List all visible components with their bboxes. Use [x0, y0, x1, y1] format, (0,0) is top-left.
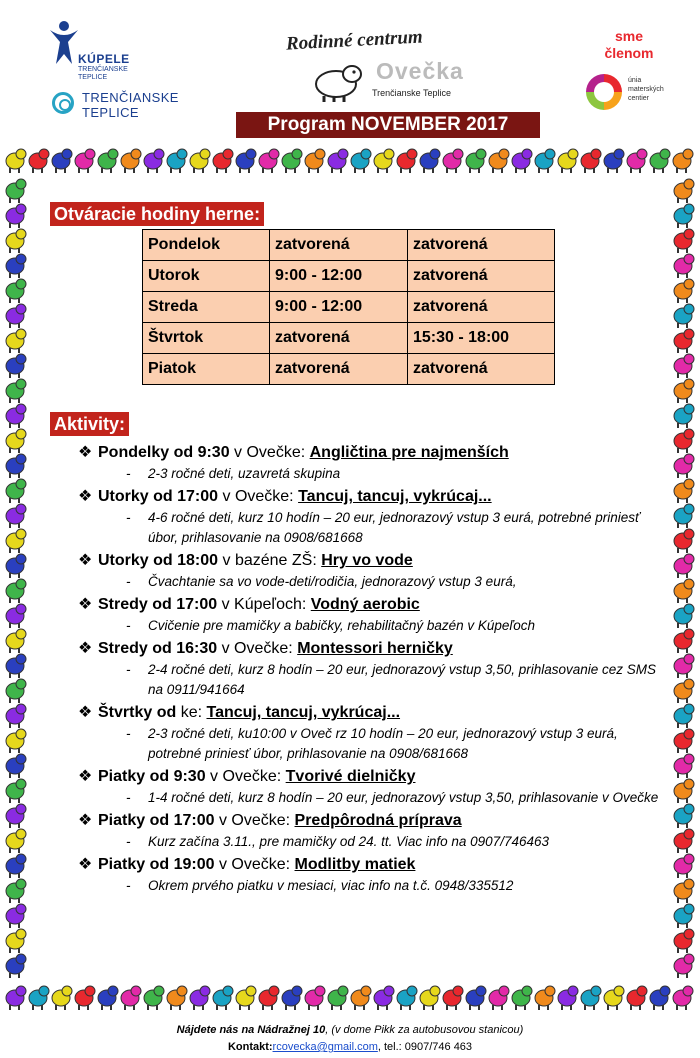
- sheep-figure-icon: [236, 149, 256, 173]
- hours-afternoon: 15:30 - 18:00: [408, 323, 555, 354]
- activity-name: Vodný aerobic: [310, 596, 420, 613]
- center-city: Trenčianske Teplice: [372, 88, 452, 98]
- activity-detail: [78, 724, 668, 764]
- sheep-figure-icon: [6, 504, 26, 528]
- activity-detail-text: 4-6 ročné deti, kurz 10 hodín – 20 eur, jednorazový vstup 3 eurá, potrebné priniesť úbor, prihlasovanie na 0908/681668: [148, 510, 640, 545]
- hours-row: [143, 354, 555, 385]
- sheep-figure-icon: [6, 804, 26, 828]
- sheep-figure-icon: [98, 986, 118, 1010]
- activity-item: [78, 550, 668, 572]
- sheep-figure-icon: [674, 679, 694, 703]
- sheep-figure-icon: [6, 986, 26, 1010]
- sheep-figure-icon: [674, 704, 694, 728]
- activity-item: [78, 442, 668, 464]
- sheep-figure-icon: [259, 986, 279, 1010]
- sheep-figure-icon: [443, 149, 463, 173]
- sheep-figure-icon: [52, 986, 72, 1010]
- activity-detail: [78, 616, 668, 636]
- hours-afternoon: zatvorená: [408, 292, 555, 323]
- sheep-figure-icon: [674, 304, 694, 328]
- sheep-figure-icon: [6, 229, 26, 253]
- sheep-figure-icon: [650, 149, 670, 173]
- sheep-figure-icon: [674, 579, 694, 603]
- sheep-figure-icon: [259, 149, 279, 173]
- sheep-figure-icon: [674, 354, 694, 378]
- sheep-figure-icon: [443, 986, 463, 1010]
- sheep-figure-icon: [489, 149, 509, 173]
- footer: [0, 1022, 700, 1056]
- activity-detail-text: 2-3 ročné deti, uzavretá skupina: [148, 466, 341, 481]
- sheep-figure-icon: [489, 986, 509, 1010]
- hours-title: Otváracie hodiny herne:: [50, 202, 264, 226]
- hours-morning: zatvorená: [270, 230, 408, 261]
- footer-address: [0, 1022, 700, 1039]
- sheep-figure-icon: [6, 679, 26, 703]
- sheep-figure-icon: [213, 149, 233, 173]
- sheep-figure-icon: [674, 279, 694, 303]
- activity-detail: [78, 832, 668, 852]
- sheep-figure-icon: [6, 379, 26, 403]
- hours-morning: 9:00 - 12:00: [270, 261, 408, 292]
- activity-detail-text: 2-4 ročné deti, kurz 8 hodín – 20 eur, jednorazový vstup 3,50, prihlasovanie cez SMS na 0911/941664: [148, 662, 657, 697]
- tt-logo-text: TRENČIANSKE TEPLICE: [82, 90, 179, 120]
- hours-morning: 9:00 - 12:00: [270, 292, 408, 323]
- email-link[interactable]: rcovecka@gmail.com: [272, 1041, 378, 1053]
- sheep-figure-icon: [6, 604, 26, 628]
- hours-afternoon: zatvorená: [408, 354, 555, 385]
- sheep-figure-icon: [581, 149, 601, 173]
- sheep-figure-icon: [328, 986, 348, 1010]
- sheep-figure-icon: [673, 986, 693, 1010]
- activity-detail-text: 2-3 ročné deti, ku10:00 v Oveč rz 10 hodín – 20 eur, jednorazový vstup 3 eurá, potrebné priniesť úbor, prihlasovanie na 0908/681668: [148, 726, 618, 761]
- activity-time: Utorky od 18:00: [98, 552, 219, 569]
- sheep-figure-icon: [674, 729, 694, 753]
- sheep-figure-icon: [6, 329, 26, 353]
- sheep-figure-icon: [6, 554, 26, 578]
- sheep-figure-icon: [144, 986, 164, 1010]
- bullet-icon: ❖: [78, 856, 93, 873]
- sheep-figure-icon: [674, 179, 694, 203]
- hours-day: Utorok: [143, 261, 270, 292]
- activity-time: Piatky od 9:30: [98, 768, 206, 785]
- phone-text: , tel.: 0907/746 463: [377, 1041, 473, 1053]
- sheep-figure-icon: [674, 454, 694, 478]
- sheep-figure-icon: [282, 986, 302, 1010]
- sheep-figure-icon: [674, 479, 694, 503]
- dash-icon: -: [126, 790, 131, 805]
- sheep-figure-icon: [674, 229, 694, 253]
- sheep-figure-icon: [420, 149, 440, 173]
- sheep-figure-icon: [604, 149, 624, 173]
- activity-place: v Ovečke:: [217, 640, 298, 657]
- hours-day: Štvrtok: [143, 323, 270, 354]
- contact-label: Kontakt:: [227, 1041, 273, 1053]
- activity-name: Tancuj, tancuj, vykrúcaj...: [206, 704, 401, 721]
- sheep-figure-icon: [121, 149, 141, 173]
- hours-row: [143, 323, 555, 354]
- activity-item: [78, 638, 668, 660]
- sheep-figure-icon: [351, 986, 371, 1010]
- activity-name: Tancuj, tancuj, vykrúcaj...: [298, 488, 492, 505]
- sheep-figure-icon: [674, 879, 694, 903]
- sheep-figure-icon: [75, 149, 95, 173]
- sheep-figure-icon: [604, 986, 624, 1010]
- activity-place: v Ovečke:: [214, 812, 295, 829]
- bullet-icon: ❖: [78, 552, 93, 569]
- sheep-figure-icon: [29, 986, 49, 1010]
- sheep-figure-icon: [512, 986, 532, 1010]
- sheep-figure-icon: [282, 149, 302, 173]
- activity-item: [78, 810, 668, 832]
- sheep-figure-icon: [535, 149, 555, 173]
- sheep-figure-icon: [328, 149, 348, 173]
- activity-item: [78, 594, 668, 616]
- bullet-icon: ❖: [78, 768, 93, 785]
- sheep-figure-icon: [6, 254, 26, 278]
- activity-detail: [78, 788, 668, 808]
- bullet-icon: ❖: [78, 812, 93, 829]
- sheep-figure-icon: [6, 654, 26, 678]
- sheep-figure-icon: [674, 654, 694, 678]
- sheep-figure-icon: [167, 986, 187, 1010]
- sheep-figure-icon: [674, 754, 694, 778]
- bullet-icon: ❖: [78, 488, 93, 505]
- sheep-figure-icon: [627, 149, 647, 173]
- hours-day: Streda: [143, 292, 270, 323]
- sheep-figure-icon: [673, 149, 693, 173]
- activity-item: [78, 766, 668, 788]
- sheep-figure-icon: [674, 779, 694, 803]
- sheep-figure-icon: [6, 779, 26, 803]
- activity-name: Predpôrodná príprava: [294, 812, 462, 829]
- dash-icon: -: [126, 878, 131, 893]
- sheep-figure-icon: [674, 404, 694, 428]
- sheep-figure-icon: [121, 986, 141, 1010]
- dash-icon: -: [126, 574, 131, 589]
- sheep-figure-icon: [351, 149, 371, 173]
- sheep-figure-icon: [305, 149, 325, 173]
- sheep-figure-icon: [535, 986, 555, 1010]
- bullet-icon: ❖: [78, 596, 93, 613]
- sheep-figure-icon: [466, 986, 486, 1010]
- sheep-figure-icon: [674, 254, 694, 278]
- sheep-figure-icon: [674, 804, 694, 828]
- sheep-figure-icon: [213, 986, 233, 1010]
- activity-detail: [78, 464, 668, 484]
- activity-time: Pondelky od 9:30: [98, 444, 230, 461]
- sheep-figure-icon: [6, 204, 26, 228]
- sheep-figure-icon: [52, 149, 72, 173]
- activity-detail-text: Čvachtanie sa vo vode-deti/rodičia, jednorazový vstup 3 eurá,: [148, 574, 517, 589]
- sheep-figure-icon: [6, 854, 26, 878]
- sheep-figure-icon: [674, 604, 694, 628]
- sheep-figure-icon: [190, 149, 210, 173]
- bullet-icon: ❖: [78, 444, 93, 461]
- sheep-figure-icon: [674, 429, 694, 453]
- dash-icon: -: [126, 510, 131, 525]
- sheep-figure-icon: [6, 404, 26, 428]
- activity-place: v Ovečke:: [205, 768, 286, 785]
- activity-time: Štvrtky od: [98, 704, 177, 721]
- sheep-figure-icon: [6, 279, 26, 303]
- sheep-figure-icon: [374, 149, 394, 173]
- sheep-figure-icon: [6, 879, 26, 903]
- sheep-figure-icon: [674, 929, 694, 953]
- activity-item: [78, 702, 668, 724]
- footer-address-note: , (v dome Pikk za autobusovou stanicou): [325, 1024, 524, 1036]
- sheep-figure-icon: [6, 829, 26, 853]
- activity-place: v Ovečke:: [218, 488, 299, 505]
- hours-row: [143, 230, 555, 261]
- activity-place: v Kúpeľoch:: [217, 596, 311, 613]
- dash-icon: -: [126, 618, 131, 633]
- hours-morning: zatvorená: [270, 323, 408, 354]
- dash-icon: -: [126, 726, 131, 741]
- footer-address-main: Nájdete nás na Nádražnej 10: [176, 1024, 326, 1036]
- hours-row: [143, 292, 555, 323]
- sheep-figure-icon: [29, 149, 49, 173]
- dash-icon: -: [126, 466, 131, 481]
- dash-icon: -: [126, 834, 131, 849]
- activity-name: Modlitby matiek: [294, 856, 416, 873]
- sheep-figure-icon: [6, 729, 26, 753]
- activity-place: ke:: [176, 704, 207, 721]
- sheep-figure-icon: [6, 304, 26, 328]
- sheep-figure-icon: [420, 986, 440, 1010]
- program-title: Program NOVEMBER 2017: [236, 112, 540, 138]
- activity-place: v Ovečke:: [229, 444, 310, 461]
- sheep-figure-icon: [98, 149, 118, 173]
- hours-afternoon: zatvorená: [408, 230, 555, 261]
- activity-item: [78, 486, 668, 508]
- sheep-figure-icon: [6, 149, 26, 173]
- sheep-figure-icon: [674, 829, 694, 853]
- activities-title: Aktivity:: [50, 412, 129, 436]
- sheep-figure-icon: [512, 149, 532, 173]
- sheep-figure-icon: [6, 929, 26, 953]
- sheep-figure-icon: [6, 529, 26, 553]
- sheep-figure-icon: [6, 179, 26, 203]
- sheep-figure-icon: [374, 986, 394, 1010]
- member-text: sme členom: [604, 28, 654, 61]
- sheep-figure-icon: [397, 149, 417, 173]
- center-name: Ovečka: [376, 58, 464, 84]
- hours-day: Piatok: [143, 354, 270, 385]
- sheep-figure-icon: [6, 579, 26, 603]
- sheep-figure-icon: [6, 454, 26, 478]
- sheep-figure-icon: [558, 986, 578, 1010]
- sheep-figure-icon: [650, 986, 670, 1010]
- sheep-figure-icon: [674, 904, 694, 928]
- activity-detail: [78, 660, 668, 700]
- activity-place: v Ovečke:: [214, 856, 295, 873]
- sheep-figure-icon: [144, 149, 164, 173]
- sheep-figure-icon: [674, 554, 694, 578]
- hours-table: [142, 229, 555, 385]
- sheep-figure-icon: [6, 629, 26, 653]
- sheep-figure-icon: [305, 986, 325, 1010]
- activity-name: Tvorivé dielničky: [285, 768, 416, 785]
- footer-contact: [0, 1039, 700, 1056]
- kupele-name: KÚPELE: [78, 52, 130, 66]
- sheep-figure-icon: [6, 904, 26, 928]
- sheep-figure-icon: [674, 504, 694, 528]
- activity-time: Utorky od 17:00: [98, 488, 219, 505]
- sheep-figure-icon: [674, 854, 694, 878]
- activity-item: [78, 854, 668, 876]
- center-title: Rodinné centrum: [285, 26, 424, 55]
- kupele-sub: TRENČIANSKE TEPLICE: [78, 66, 128, 81]
- activity-name: Hry vo vode: [321, 552, 413, 569]
- activity-detail: [78, 876, 668, 896]
- activity-detail: [78, 508, 668, 548]
- bullet-icon: ❖: [78, 704, 93, 721]
- activities-list: [78, 440, 668, 896]
- sheep-figure-icon: [397, 986, 417, 1010]
- sheep-figure-icon: [190, 986, 210, 1010]
- sheep-figure-icon: [674, 529, 694, 553]
- activity-time: Stredy od 16:30: [98, 640, 218, 657]
- hours-morning: zatvorená: [270, 354, 408, 385]
- sheep-figure-icon: [674, 379, 694, 403]
- sheep-figure-icon: [674, 954, 694, 978]
- sheep-figure-icon: [674, 204, 694, 228]
- hours-row: [143, 261, 555, 292]
- bullet-icon: ❖: [78, 640, 93, 657]
- sheep-figure-icon: [167, 149, 187, 173]
- sheep-figure-icon: [674, 329, 694, 353]
- sheep-figure-icon: [466, 149, 486, 173]
- activity-place: v bazéne ZŠ:: [218, 552, 322, 569]
- sheep-figure-icon: [6, 954, 26, 978]
- activity-detail-text: 1-4 ročné deti, kurz 8 hodín – 20 eur, jednorazový vstup 3,50, prihlasovanie v Ovečke: [148, 790, 659, 805]
- activity-time: Piatky od 19:00: [98, 856, 215, 873]
- sheep-figure-icon: [627, 986, 647, 1010]
- activity-detail-text: Cvičenie pre mamičky a babičky, rehabilitačný bazén v Kúpeľoch: [148, 618, 535, 633]
- hours-day: Pondelok: [143, 230, 270, 261]
- sheep-figure-icon: [75, 986, 95, 1010]
- activity-time: Stredy od 17:00: [98, 596, 218, 613]
- sheep-figure-icon: [558, 149, 578, 173]
- sheep-figure-icon: [6, 429, 26, 453]
- sheep-figure-icon: [674, 629, 694, 653]
- umc-text: únia materských centier: [628, 77, 664, 102]
- sheep-figure-icon: [581, 986, 601, 1010]
- activity-name: Montessori herničky: [297, 640, 453, 657]
- activity-detail-text: Kurz začína 3.11., pre mamičky od 24. tt. Viac info na 0907/746463: [148, 834, 549, 849]
- sheep-figure-icon: [6, 704, 26, 728]
- dash-icon: -: [126, 662, 131, 677]
- activity-detail-text: Okrem prvého piatku v mesiaci, viac info na t.č. 0948/335512: [148, 878, 514, 893]
- sheep-figure-icon: [6, 354, 26, 378]
- activity-detail: [78, 572, 668, 592]
- activity-name: Angličtina pre najmenších: [309, 444, 509, 461]
- sheep-figure-icon: [6, 754, 26, 778]
- activity-time: Piatky od 17:00: [98, 812, 215, 829]
- sheep-figure-icon: [6, 479, 26, 503]
- sheep-figure-icon: [236, 986, 256, 1010]
- hours-afternoon: zatvorená: [408, 261, 555, 292]
